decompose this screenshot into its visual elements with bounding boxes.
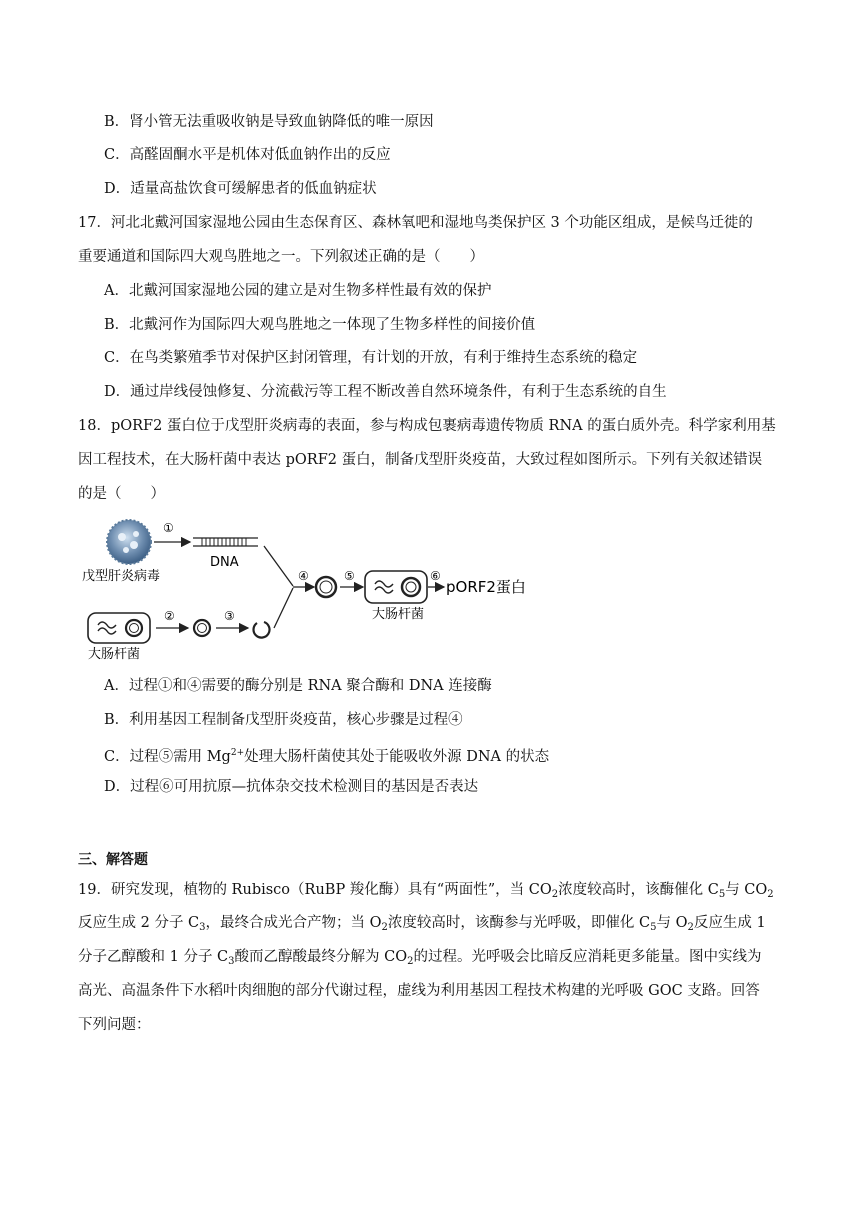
q19-l3-text1: 分子乙醇酸和 1 分子 C bbox=[78, 949, 229, 965]
recombinant-plasmid-icon bbox=[316, 577, 336, 597]
q18-option-d: D．过程⑥可用抗原—抗体杂交技术检测目的基因是否表达 bbox=[104, 779, 479, 795]
step6-label: ⑥ bbox=[430, 569, 441, 583]
step3-label: ③ bbox=[224, 609, 235, 623]
subscript: 3 bbox=[199, 922, 206, 933]
step1-label: ① bbox=[163, 521, 174, 535]
product-label: pORF2蛋白 bbox=[446, 578, 526, 596]
q17-option-d: D．通过岸线侵蚀修复、分流截污等工程不断改善自然环境条件，有利于生态系统的自生 bbox=[104, 384, 667, 400]
q19-l2-text4: 与 O bbox=[656, 915, 688, 931]
q19-line4: 高光、高温条件下水稻叶肉细胞的部分代谢过程，虚线为利用基因工程技术构建的光呼吸 GOC 支路。回答 bbox=[78, 983, 760, 999]
subscript: 3 bbox=[228, 956, 235, 967]
q17-option-a: A．北戴河国家湿地公园的建立是对生物多样性最有效的保护 bbox=[104, 283, 492, 299]
subscript: 2 bbox=[551, 889, 559, 900]
q19-l2-text2: ，最终合成光合产物；当 O bbox=[205, 915, 382, 931]
q19-line5: 下列问题： bbox=[78, 1017, 151, 1033]
virus-icon bbox=[107, 520, 151, 564]
q18-option-c bbox=[104, 743, 549, 767]
subscript: 5 bbox=[650, 922, 657, 933]
ecoli-label-right: 大肠杆菌 bbox=[372, 607, 425, 622]
plasmid-icon bbox=[194, 620, 210, 636]
plasmid-branch-line bbox=[274, 588, 293, 628]
q19-line2 bbox=[78, 913, 766, 938]
q16-option-c: C．高醛固酮水平是机体对低血钠作出的反应 bbox=[104, 147, 391, 163]
q19-line1 bbox=[78, 880, 774, 905]
q19-l3-text3: 的过程。光呼吸会比暗反应消耗更多能量。图中实线为 bbox=[413, 949, 762, 965]
subscript: 2 bbox=[407, 956, 414, 967]
q17-stem-line2: 重要通道和国际四大观鸟胜地之一。下列叙述正确的是（ ） bbox=[78, 249, 484, 265]
q18-stem-line3: 的是（ ） bbox=[78, 486, 165, 502]
q18-stem-line2: 因工程技术，在大肠杆菌中表达 pORF2 蛋白，制备戊型肝炎疫苗，大致过程如图所示。下列有关叙述错误 bbox=[78, 452, 763, 468]
step4-label: ④ bbox=[298, 569, 309, 583]
q16-option-d: D．适量高盐饮食可缓解患者的低血钠症状 bbox=[104, 181, 377, 197]
dna-label: DNA bbox=[210, 555, 239, 570]
dna-strand-icon bbox=[193, 538, 258, 546]
q19-l1-text2: 浓度较高时，该酶催化 C bbox=[558, 882, 719, 898]
q17-option-b: B．北戴河作为国际四大观鸟胜地之一体现了生物多样性的间接价值 bbox=[104, 317, 536, 333]
subscript: 2 bbox=[381, 922, 388, 933]
q18-option-a: A．过程①和④需要的酶分别是 RNA 聚合酶和 DNA 连接酶 bbox=[104, 678, 492, 694]
q19-l2-text3: 浓度较高时，该酶参与光呼吸，即催化 C bbox=[387, 915, 651, 931]
recombinant-ecoli-icon bbox=[365, 571, 427, 603]
q19-l2-text5: 反应生成 1 bbox=[693, 915, 766, 931]
q19-l1-text3: 与 CO bbox=[725, 882, 768, 898]
cut-plasmid-icon bbox=[254, 622, 270, 638]
q19-line3 bbox=[78, 947, 762, 972]
q18-option-c-text1: C．过程⑤需用 Mg bbox=[104, 749, 231, 765]
dna-branch-line bbox=[264, 546, 293, 586]
q18-option-c-superscript: 2+ bbox=[230, 748, 245, 758]
q17-option-c: C．在鸟类繁殖季节对保护区封闭管理，有计划的开放，有利于维持生态系统的稳定 bbox=[104, 350, 638, 366]
subscript: 5 bbox=[718, 889, 726, 900]
gene-engineering-diagram bbox=[78, 512, 558, 662]
q16-option-b: B．肾小管无法重吸收钠是导致血钠降低的唯一原因 bbox=[104, 114, 434, 130]
ecoli-label-bottom: 大肠杆菌 bbox=[88, 647, 141, 662]
q19-l1-text1: 19．研究发现，植物的 Rubisco（RuBP 羧化酶）具有“两面性”，当 CO bbox=[78, 882, 552, 898]
q18-option-b: B．利用基因工程制备戊型肝炎疫苗，核心步骤是过程④ bbox=[104, 712, 463, 728]
q17-stem-line1: 17．河北北戴河国家湿地公园由生态保育区、森林氧吧和湿地鸟类保护区 3 个功能区组成，是候鸟迁徙的 bbox=[78, 215, 753, 231]
step5-label: ⑤ bbox=[344, 569, 355, 583]
step2-label: ② bbox=[164, 609, 175, 623]
virus-label: 戊型肝炎病毒 bbox=[82, 569, 161, 584]
q18-option-c-text2: 处理大肠杆菌使其处于能吸收外源 DNA 的状态 bbox=[244, 749, 550, 765]
subscript: 2 bbox=[767, 889, 774, 900]
ecoli-icon bbox=[88, 613, 150, 643]
q18-stem-line1: 18．pORF2 蛋白位于戊型肝炎病毒的表面，参与构成包裹病毒遗传物质 RNA 的蛋白质外壳。科学家利用基 bbox=[78, 418, 776, 434]
subscript: 2 bbox=[687, 922, 694, 933]
section-title: 三、解答题 bbox=[78, 852, 148, 868]
q19-l2-text1: 反应生成 2 分子 C bbox=[78, 915, 200, 931]
q19-l3-text2: 酸而乙醇酸最终分解为 CO bbox=[234, 949, 408, 965]
